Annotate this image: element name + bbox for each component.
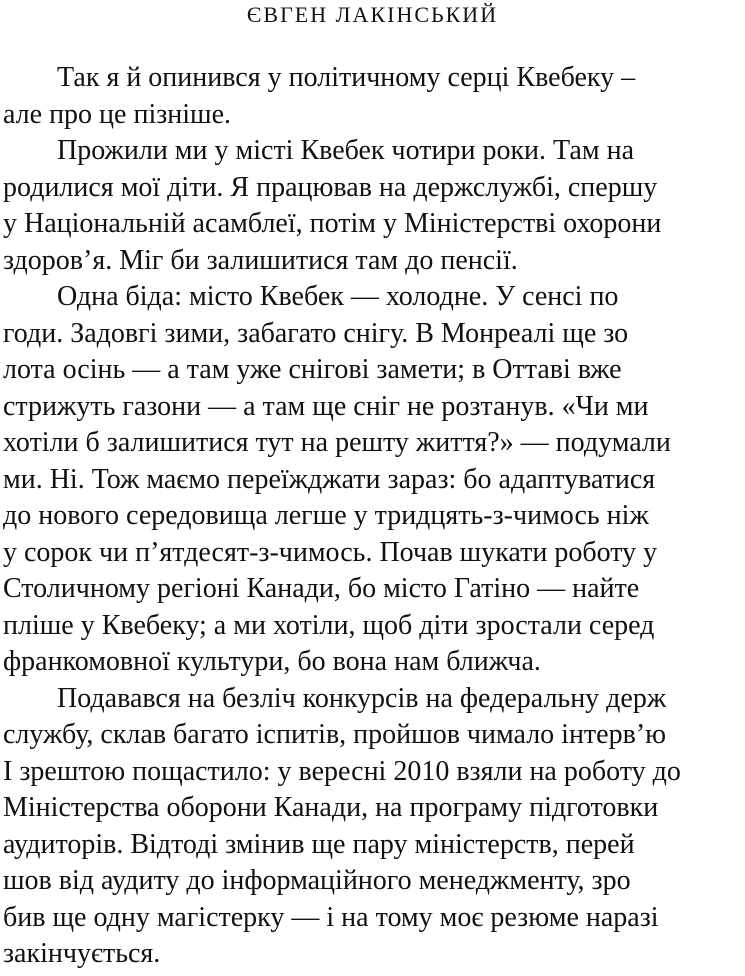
body-text xyxy=(3,60,745,973)
text-line: шов від аудиту до інформаційного менеджменту, зро xyxy=(3,865,631,896)
paragraph xyxy=(3,681,745,973)
running-header: ЄВГЕН ЛАКІНСЬКИЙ xyxy=(246,2,499,27)
text-line: пліше у Квебеку; а ми хотіли, щоб діти зростали серед xyxy=(3,609,655,641)
text-line: хотіли б залишитися тут на решту життя?» — подумали xyxy=(3,427,671,458)
paragraph xyxy=(3,133,745,279)
text-line: годи. Задовгі зими, забагато снігу. В Монреалі ще зо xyxy=(3,317,629,349)
text-line: Подавався на безліч конкурсів на федеральну держ xyxy=(57,682,667,714)
text-line: у сорок чи п’ятдесят-з-чимось. Почав шукати роботу у xyxy=(3,536,658,568)
text-line: але про це пізніше. xyxy=(3,98,232,130)
text-line: аудиторів. Відтоді змінив ще пару міністерств, перей xyxy=(3,828,635,860)
text-line: І зрештою пощастило: у вересні 2010 взяли на роботу до xyxy=(3,755,681,787)
text-line: Столичному регіоні Канади, бо місто Гатіно — найте xyxy=(3,573,640,604)
text-line: Міністерства оборони Канади, на програму підготовки xyxy=(3,792,659,823)
text-line: Прожили ми у місті Квебек чотири роки. Там на xyxy=(57,135,634,166)
text-line: бив ще одну магістерку — і на тому моє резюме наразі xyxy=(3,901,659,933)
text-line: франкомовної культури, бо вона нам ближча. xyxy=(3,646,541,677)
text-line: ми. Ні. Тож маємо переїжджати зараз: бо адаптуватися xyxy=(3,463,656,495)
text-line: стрижуть газони — а там ще сніг не розтанув. «Чи ми xyxy=(3,390,649,422)
text-line: Одна біда: місто Квебек — холодне. У сенсі по xyxy=(57,281,619,312)
text-line: родилися мої діти. Я працював на держслужбі, спершу xyxy=(3,171,658,203)
text-line: службу, склав багато іспитів, пройшов чимало інтерв’ю xyxy=(3,719,667,750)
text-line: Так я й опинився у політичному серці Квебеку – xyxy=(57,62,636,93)
text-line: у Національній асамблеї, потім у Міністерстві охорони xyxy=(3,208,662,239)
paragraph xyxy=(3,279,745,681)
paragraph xyxy=(3,60,745,133)
text-line: лота осінь — а там уже снігові замети; в Оттаві вже xyxy=(3,354,622,385)
text-line: здоров’я. Міг би залишитися там до пенсії. xyxy=(3,244,518,276)
text-line: до нового середовища легше у тридцять-з-чимось ніж xyxy=(3,500,649,531)
text-line: закінчується. xyxy=(3,938,161,969)
